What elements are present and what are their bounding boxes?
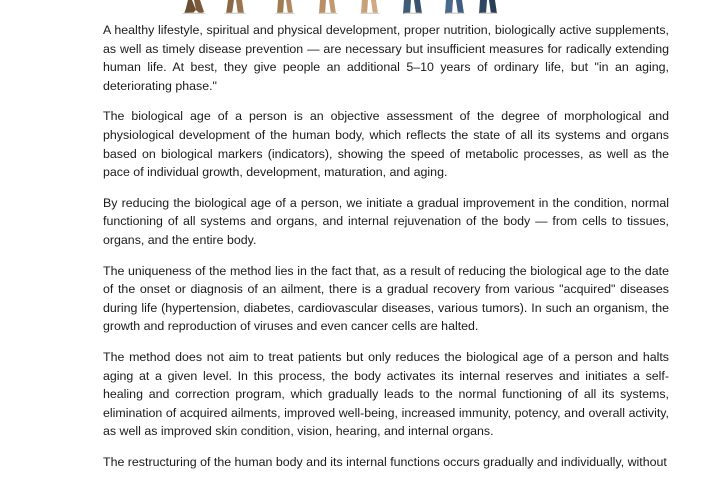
human-evolution-illustration [170,0,500,14]
evolution-figures-icon [170,0,500,14]
document-body [103,21,669,480]
paragraph-healthy-lifestyle: A healthy lifestyle, spiritual and physical development, proper nutrition, biologically active supplements, as well as timely disease prevention — are necessary but insufficient measures for radically extending human life. At best, they give people an additional 5–10 years of ordinary life, but "in an aging, deteriorating phase." [103,23,669,93]
paragraph-restructuring: The restructuring of the human body and its internal functions occurs gradually and individually, without [103,454,667,469]
paragraph-method-aim: The method does not aim to treat patients but only reduces the biological age of a person and halts aging at a given level. In this process, the body activates its internal reserves and initiates a self-healing and correction program, which gradually leads to the normal functioning of all its systems, elimination of acquired ailments, improved well-being, increased immunity, potency, and overall activity, as well as improved skin condition, vision, hearing, and internal organs. [103,349,669,439]
paragraph-biological-age-definition: The biological age of a person is an objective assessment of the degree of morphological and physiological development of the human body, which reflects the state of all its systems and organs based on biological markers (indicators), showing the speed of metabolic processes, as well as the pace of individual growth, development, maturation, and aging. [103,109,669,180]
paragraph-reducing-biological-age: By reducing the biological age of a person, we initiate a gradual improvement in the condition, normal functioning of all systems and organs, and internal rejuvenation of the body — from cells to tissues, organs, and the entire body. [103,195,669,247]
paragraph-method-uniqueness: The uniqueness of the method lies in the fact that, as a result of reducing the biological age to the date of the onset or diagnosis of an ailment, there is a gradual recovery from various "acquired" diseases during life (hypertension, diabetes, cardiovascular diseases, various tumors). In such an organism, the growth and reproduction of viruses and even cancer cells are halted. [103,263,669,334]
